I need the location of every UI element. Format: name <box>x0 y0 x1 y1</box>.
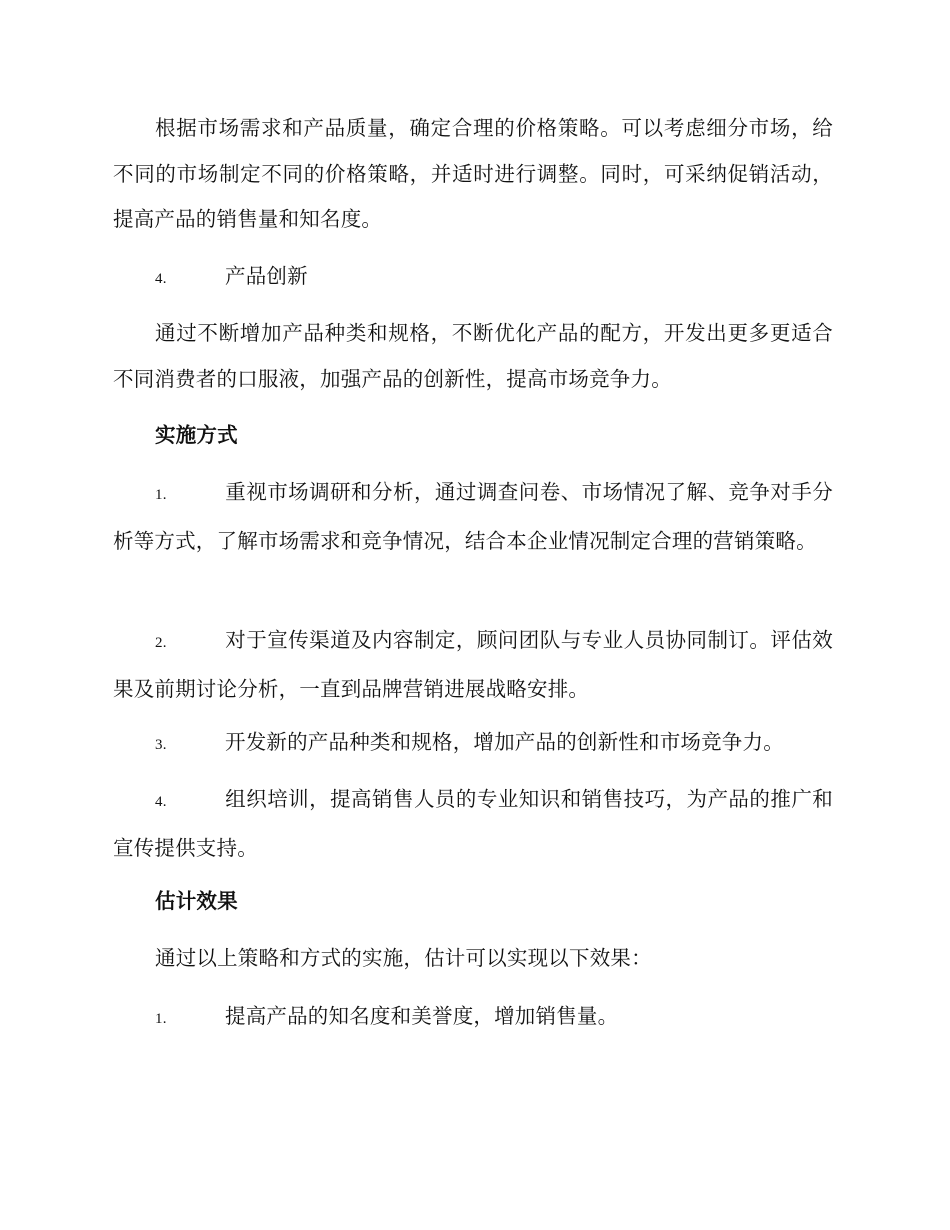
list-item-effect-1 <box>113 994 833 1043</box>
paragraph-effect-intro: 通过以上策略和方式的实施，估计可以实现以下效果： <box>155 946 652 970</box>
list-item-implementation-2 <box>113 618 833 712</box>
list-number: 4. <box>155 271 167 287</box>
list-number: 1. <box>155 1011 167 1027</box>
list-item-product-innovation <box>113 254 833 303</box>
list-item-implementation-4 <box>113 777 833 871</box>
list-item-implementation-1 <box>113 470 833 564</box>
paragraph-pricing: 根据市场需求和产品质量，确定合理的价格策略。可以考虑细分市场，给不同的市场制定不同的价格策略，并适时进行调整。同时，可采纳促销活动，提高产品的销售量和知名度。 <box>113 116 833 231</box>
heading-implementation: 实施方式 <box>155 423 238 447</box>
list-text: 产品创新 <box>225 264 308 288</box>
list-text: 开发新的产品种类和规格，增加产品的创新性和市场竞争力。 <box>225 730 784 754</box>
list-number: 3. <box>155 737 167 753</box>
list-text: 重视市场调研和分析，通过调查问卷、市场情况了解、竞争对手分析等方式，了解市场需求和竞争情况，结合本企业情况制定合理的营销策略。 <box>113 480 833 553</box>
list-text: 对于宣传渠道及内容制定，顾问团队与专业人员协同制订。评估效果及前期讨论分析，一直到品牌营销进展战略安排。 <box>113 628 833 701</box>
list-text: 组织培训，提高销售人员的专业知识和销售技巧，为产品的推广和宣传提供支持。 <box>113 787 833 860</box>
list-number: 1. <box>155 487 167 503</box>
list-number: 4. <box>155 794 167 810</box>
list-text: 提高产品的知名度和美誉度，增加销售量。 <box>225 1004 619 1028</box>
list-number: 2. <box>155 635 167 651</box>
list-item-implementation-3 <box>113 720 833 769</box>
heading-estimated-effect: 估计效果 <box>155 889 238 913</box>
paragraph-innovation: 通过不断增加产品种类和规格，不断优化产品的配方，开发出更多更适合不同消费者的口服液，加强产品的创新性，提高市场竞争力。 <box>113 321 833 391</box>
